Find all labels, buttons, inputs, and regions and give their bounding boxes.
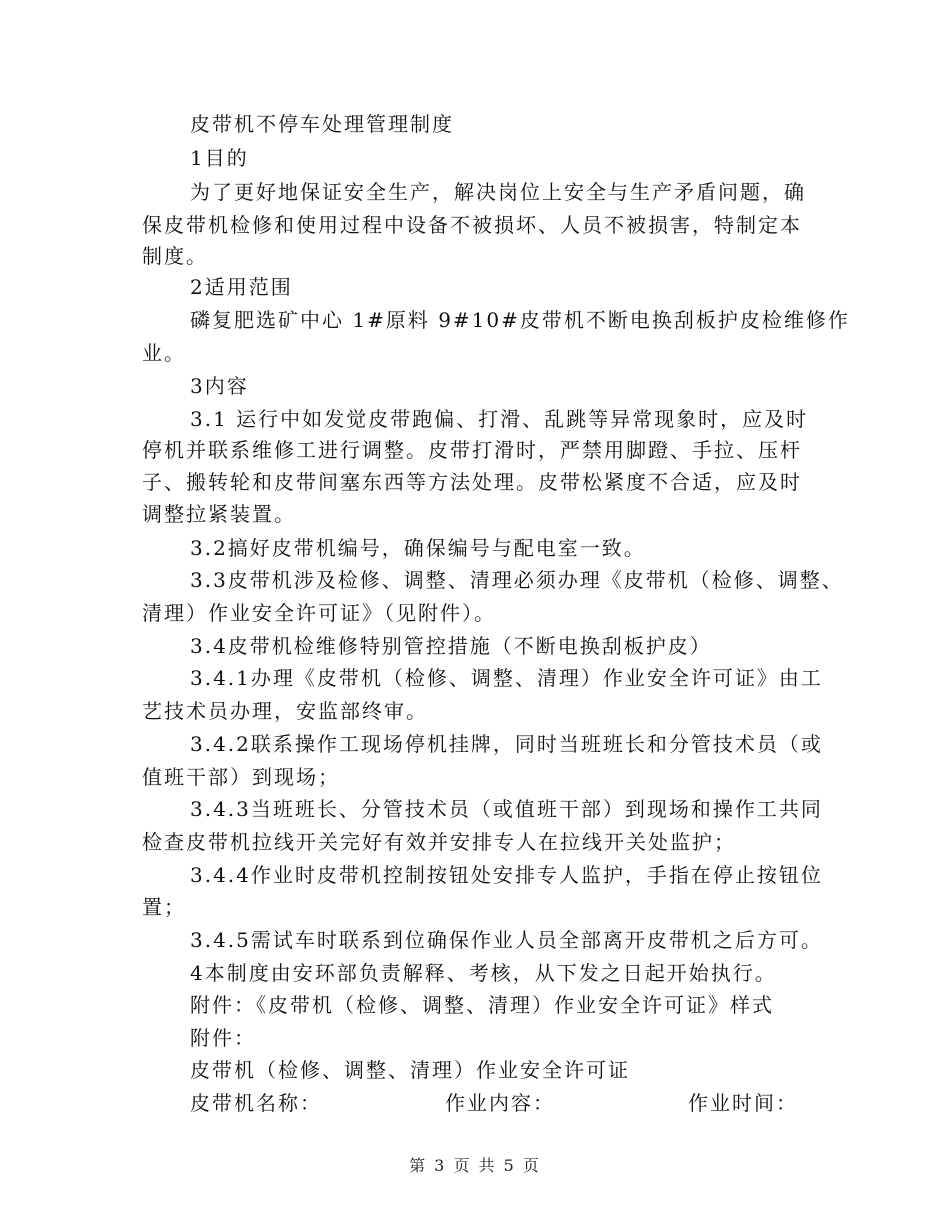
item-3-4-1-line: 艺技术员办理，安监部终审。 [142, 699, 428, 723]
field-work-time: 作业时间： [688, 1091, 798, 1115]
section-1-paragraph-line: 保皮带机检修和使用过程中设备不被损坏、人员不被损害，特制定本 [142, 213, 802, 237]
item-3-4-2-line: 3.4.2联系操作工现场停机挂牌，同时当班班长和分管技术员（或 [190, 732, 823, 756]
attachment-label: 附件： [190, 1026, 256, 1050]
item-3-4-3-line: 检查皮带机拉线开关完好有效并安排专人在拉线开关处监护； [142, 830, 736, 854]
item-3-3-line: 3.3皮带机涉及检修、调整、清理必须办理《皮带机（检修、调整、 [190, 568, 844, 592]
item-3-4-5: 3.4.5需试车时联系到位确保作业人员全部离开皮带机之后方可。 [190, 928, 823, 952]
item-3-1-line: 3.1 运行中如发觉皮带跑偏、打滑、乱跳等异常现象时，应及时 [190, 407, 809, 431]
field-work-content: 作业内容： [445, 1091, 555, 1115]
item-3-1-line: 调整拉紧装置。 [142, 502, 296, 526]
section-1-paragraph-line: 为了更好地保证安全生产，解决岗位上安全与生产矛盾问题，确 [190, 180, 806, 204]
item-3-1-line: 子、搬转轮和皮带间塞东西等方法处理。皮带松紧度不合适，应及时 [142, 470, 802, 494]
section-2-paragraph-line: 磷复肥选矿中心 1#原料 9#10#皮带机不断电换刮板护皮检维修作 [190, 308, 850, 332]
permit-title: 皮带机（检修、调整、清理）作业安全许可证 [190, 1058, 630, 1082]
document-title: 皮带机不停车处理管理制度 [190, 112, 454, 136]
item-3-4-2-line: 值班干部）到现场； [142, 765, 340, 789]
section-1-heading: 1目的 [190, 146, 249, 170]
item-3-4-4-line: 3.4.4作业时皮带机控制按钮处安排专人监护，手指在停止按钮位 [190, 863, 823, 887]
item-3-4-4-line: 置； [142, 895, 186, 919]
section-4: 4本制度由安环部负责解释、考核，从下发之日起开始执行。 [190, 961, 777, 985]
section-2-heading: 2适用范围 [190, 275, 293, 299]
item-3-2: 3.2搞好皮带机编号，确保编号与配电室一致。 [190, 536, 646, 560]
section-2-paragraph-line: 业。 [142, 341, 186, 365]
item-3-1-line: 停机并联系维修工进行调整。皮带打滑时，严禁用脚蹬、手拉、压杆 [142, 438, 802, 462]
page-indicator: 第 3 页 共 5 页 [409, 1156, 541, 1175]
item-3-4: 3.4皮带机检维修特别管控措施（不断电换刮板护皮） [190, 634, 712, 658]
item-3-4-3-line: 3.4.3当班班长、分管技术员（或值班干部）到现场和操作工共同 [190, 797, 823, 821]
attachment-reference: 附件：《皮带机（检修、调整、清理）作业安全许可证》样式 [190, 993, 774, 1017]
item-3-4-1-line: 3.4.1办理《皮带机（检修、调整、清理）作业安全许可证》由工 [190, 666, 823, 690]
field-machine-name: 皮带机名称： [190, 1091, 322, 1115]
section-3-heading: 3内容 [190, 374, 249, 398]
section-1-paragraph-line: 制度。 [142, 244, 208, 268]
item-3-3-line: 清理）作业安全许可证》（见附件）。 [142, 601, 496, 625]
